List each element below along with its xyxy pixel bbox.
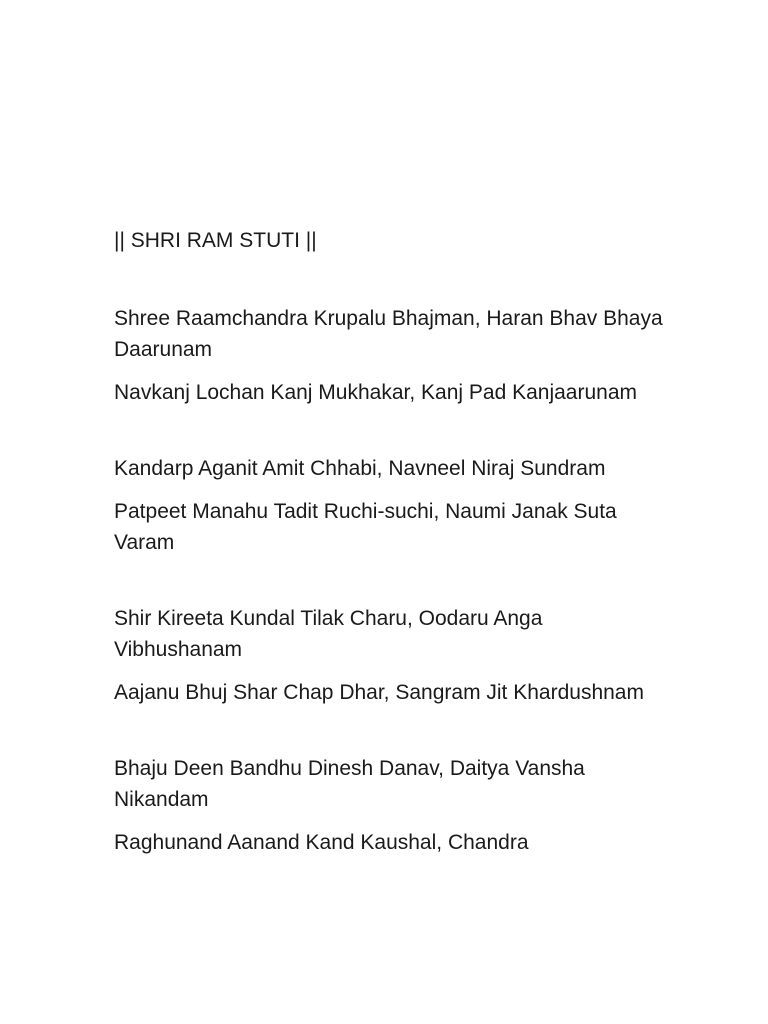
document-content [114,226,674,858]
stanza-2 [114,453,674,558]
stanza-3 [114,603,674,708]
stanza-1 [114,303,674,408]
verse-line: Navkanj Lochan Kanj Mukhakar, Kanj Pad Kanjaarunam [114,381,637,404]
verse-line: Kandarp Aganit Amit Chhabi, Navneel Niraj Sundram [114,457,606,480]
verse-line: Bhaju Deen Bandhu Dinesh Danav, Daitya Vansha Nikandam [114,757,585,811]
verse-line: Aajanu Bhuj Shar Chap Dhar, Sangram Jit Khardushnam [114,681,644,704]
verse-line: Shir Kireeta Kundal Tilak Charu, Oodaru Anga Vibhushanam [114,607,543,661]
verse-line: Raghunand Aanand Kand Kaushal, Chandra [114,831,529,854]
stanza-4 [114,753,674,858]
verse-line: Shree Raamchandra Krupalu Bhajman, Haran Bhav Bhaya Daarunam [114,307,663,361]
verse-line: Patpeet Manahu Tadit Ruchi-suchi, Naumi Janak Suta Varam [114,500,617,554]
document-title: || SHRI RAM STUTI || [114,229,317,252]
